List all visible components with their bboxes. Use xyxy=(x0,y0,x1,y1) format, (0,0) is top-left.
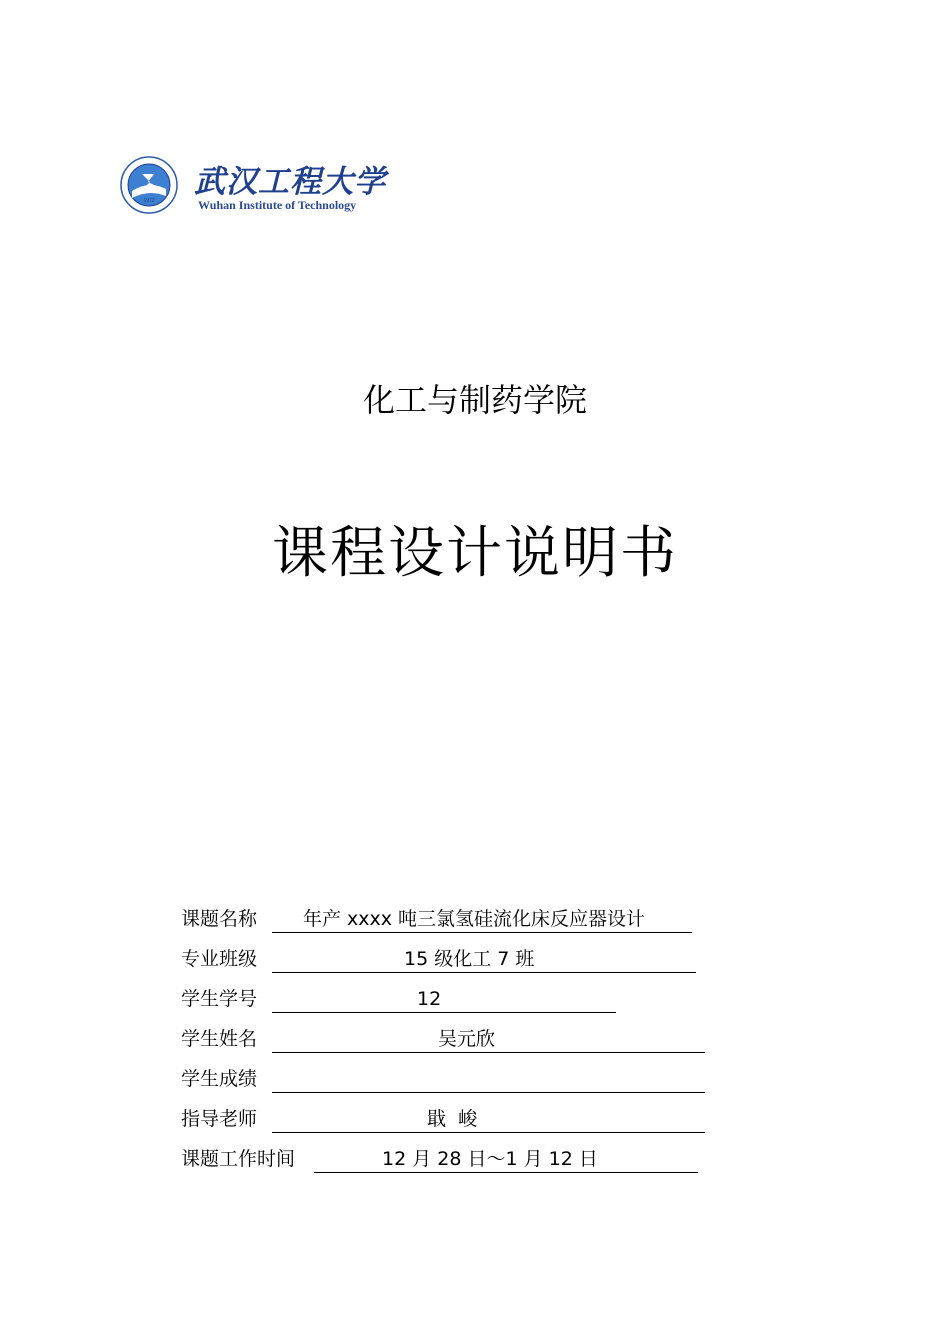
student-id-value: 12 xyxy=(417,988,442,1010)
student-name-value: 吴元欣 xyxy=(438,1028,496,1050)
period-value: 12 月 28 日～1 月 12 日 xyxy=(382,1148,598,1170)
university-name-en: Wuhan Institute of Technology xyxy=(198,198,357,212)
university-name-cn: 武汉工程大学 xyxy=(194,164,386,200)
class-value: 15 级化工 7 班 xyxy=(404,948,535,970)
grade-underline xyxy=(272,1065,705,1093)
advisor-value: 戢 峻 xyxy=(427,1108,478,1130)
topic-label: 课题名称 xyxy=(181,908,258,930)
university-seal-icon xyxy=(120,156,178,214)
topic-value: 年产 xxxx 吨三氯氢硅流化床反应器设计 xyxy=(303,908,646,930)
student-id-underline xyxy=(272,985,616,1013)
college-name: 化工与制药学院 xyxy=(362,381,587,419)
svg-text:1972: 1972 xyxy=(143,198,155,204)
university-logo xyxy=(120,156,386,216)
class-label: 专业班级 xyxy=(181,948,258,970)
advisor-label: 指导老师 xyxy=(181,1108,258,1130)
period-label: 课题工作时间 xyxy=(181,1148,296,1170)
student-id-label: 学生学号 xyxy=(181,988,258,1010)
advisor-underline xyxy=(272,1105,705,1133)
grade-label: 学生成绩 xyxy=(181,1068,258,1090)
student-name-label: 学生姓名 xyxy=(181,1028,258,1050)
document-title: 课程设计说明书 xyxy=(272,521,678,586)
